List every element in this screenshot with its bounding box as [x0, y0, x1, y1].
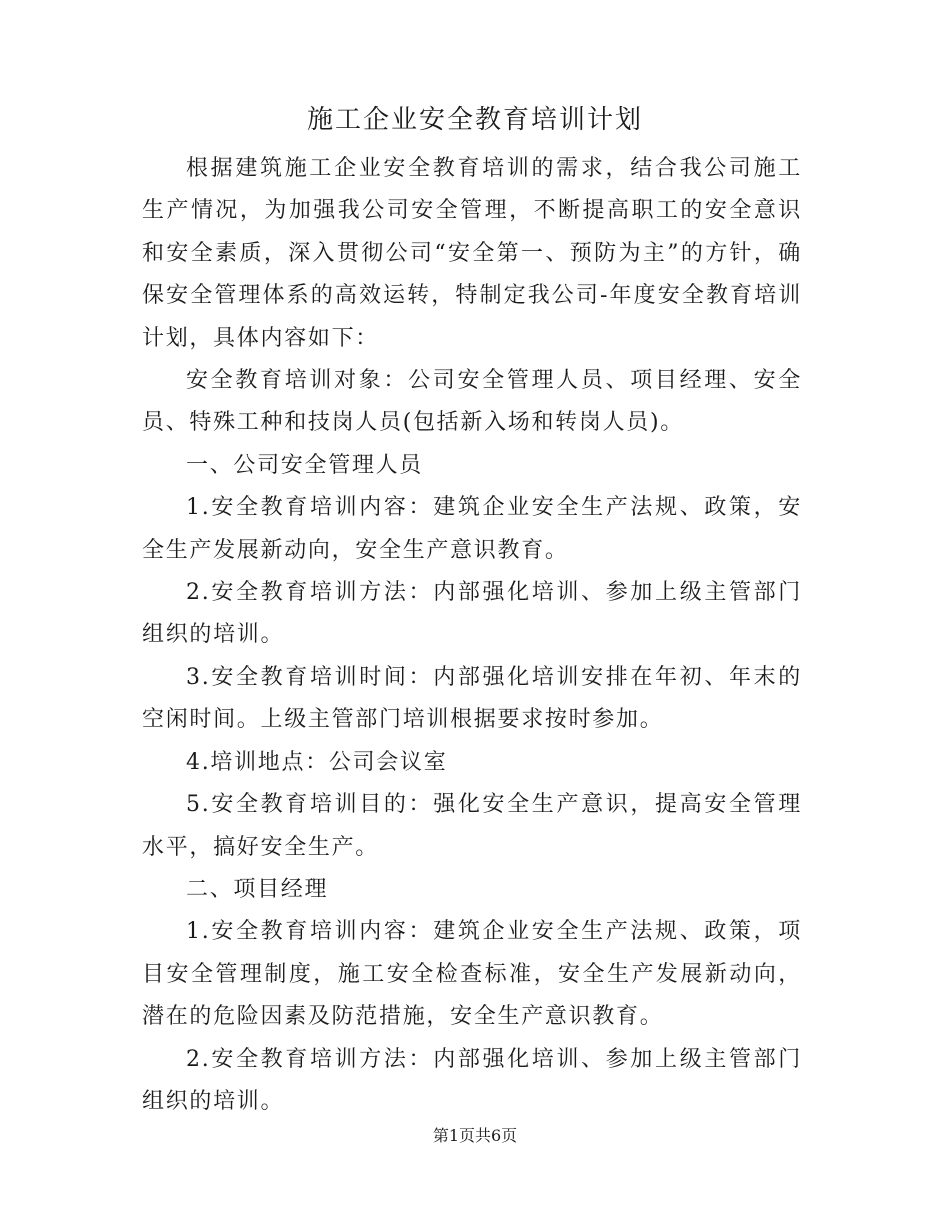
document-title: 施工企业安全教育培训计划	[306, 105, 643, 135]
list-item: 5.安全教育培训目的：强化安全生产意识，提高安全管理水平，搞好安全生产。	[142, 792, 802, 860]
page-number: 第1页共6页	[432, 1126, 518, 1145]
list-item: 2.安全教育培训方法：内部强化培训、参加上级主管部门组织的培训。	[142, 1046, 802, 1114]
list-item: 1.安全教育培训内容：建筑企业安全生产法规、政策，安全生产发展新动向，安全生产意识教育。	[142, 495, 802, 563]
section-heading-project-managers: 二、项目经理	[186, 876, 329, 902]
document-body	[142, 148, 802, 1123]
list-item: 4.培训地点：公司会议室	[186, 749, 448, 775]
list-item: 1.安全教育培训内容：建筑企业安全生产法规、政策，项目安全管理制度，施工安全检查标准，安全生产发展新动向，潜在的危险因素及防范措施，安全生产意识教育。	[142, 919, 802, 1030]
list-item: 2.安全教育培训方法：内部强化培训、参加上级主管部门组织的培训。	[142, 580, 802, 648]
intro-paragraph: 根据建筑施工企业安全教育培训的需求，结合我公司施工生产情况，为加强我公司安全管理，不断提高职工的安全意识和安全素质，深入贯彻公司“安全第一、预防为主”的方针，确保安全管理体系的高效运转，特制定我公司-年度安全教育培训计划，具体内容如下：	[142, 156, 802, 351]
section-heading-safety-managers: 一、公司安全管理人员	[186, 452, 424, 478]
list-item: 3.安全教育培训时间：内部强化培训安排在年初、年末的空闲时间。上级主管部门培训根据要求按时参加。	[142, 664, 802, 733]
training-targets-paragraph: 安全教育培训对象：公司安全管理人员、项目经理、安全员、特殊工种和技岗人员(包括新入场和转岗人员)。	[142, 368, 802, 436]
